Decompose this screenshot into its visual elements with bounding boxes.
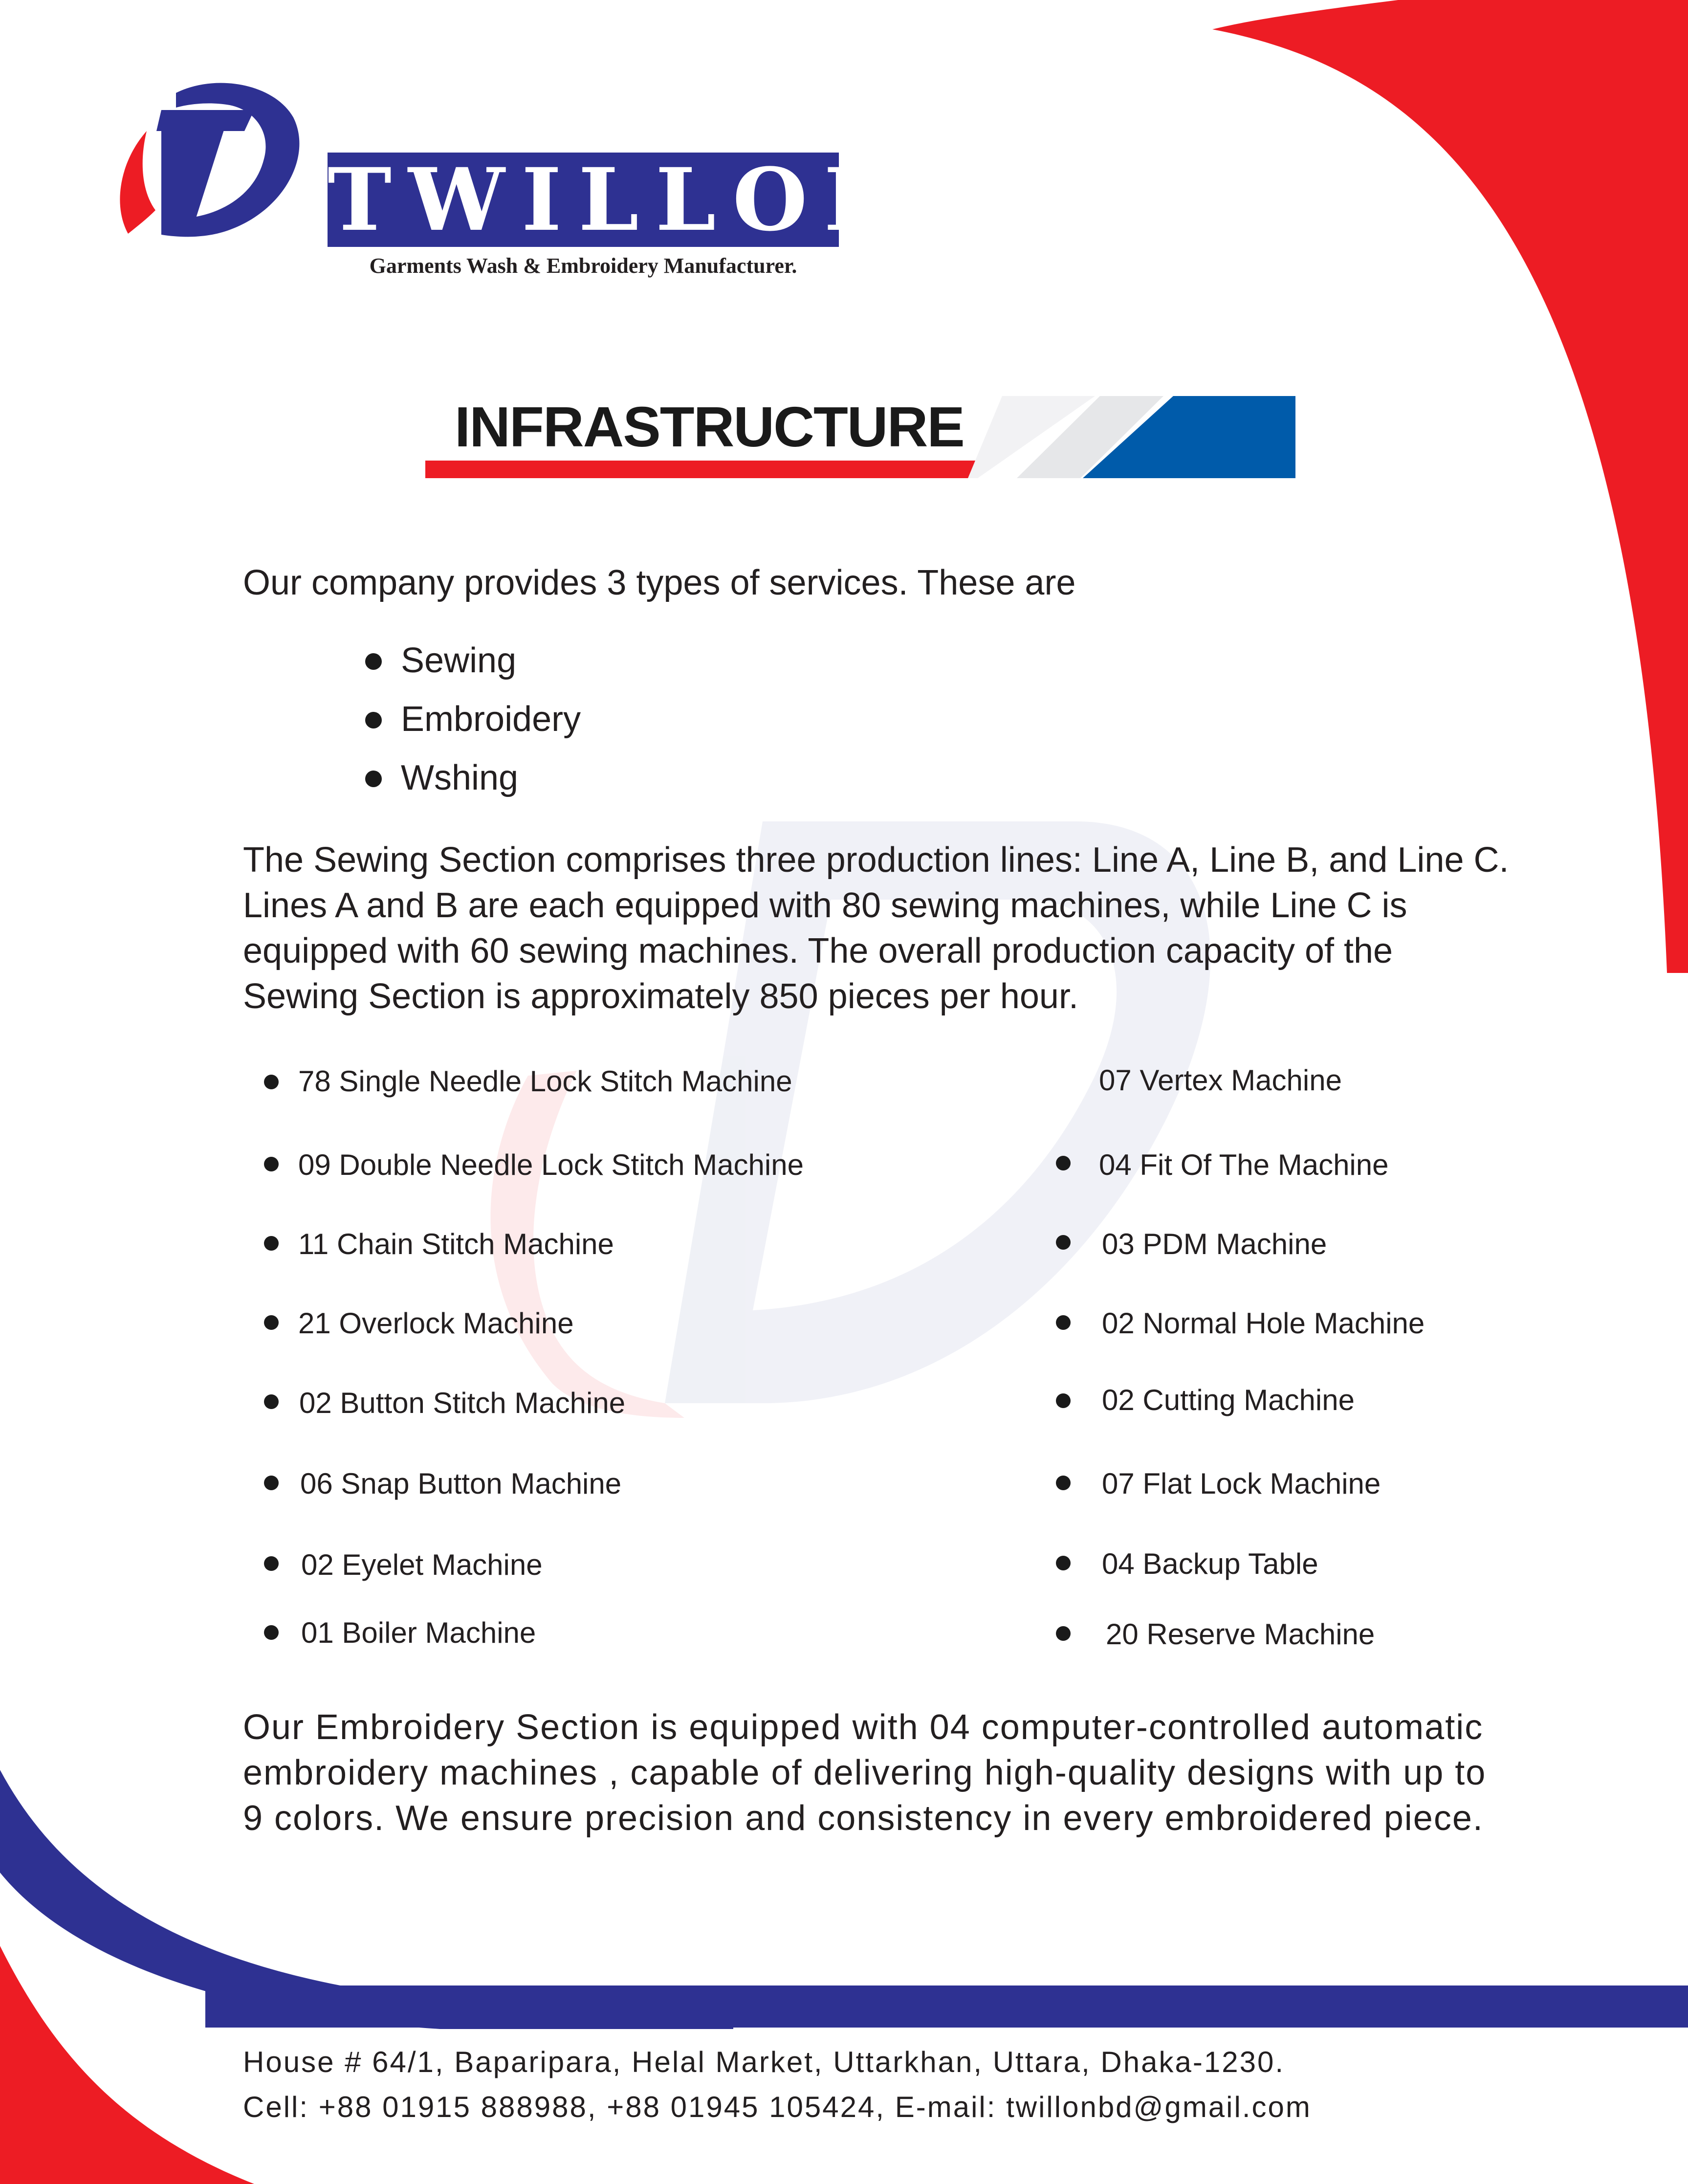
bullet-icon: [264, 1476, 279, 1490]
logo-wordmark: TWILLON: [328, 149, 920, 250]
service-item: Sewing: [401, 641, 517, 680]
logo-tagline: Garments Wash & Embroidery Manufacturer.: [369, 254, 797, 278]
footer-address: House # 64/1, Baparipara, Helal Market, Uttarkhan, Uttara, Dhaka-1230.: [243, 2046, 1285, 2078]
footer-bar: [205, 1985, 1688, 2028]
bullet-icon: [365, 771, 382, 787]
machine-item: 02 Button Stitch Machine: [299, 1387, 626, 1419]
bullet-icon: [365, 712, 382, 728]
top-right-swoosh: [1212, 0, 1688, 973]
bullet-icon: [264, 1236, 279, 1251]
embroidery-section-paragraph: Our Embroidery Section is equipped with 04 computer-controlled automatic embroidery machines , capable of delivering high-quality designs with up to 9 colors. We ensure precision and consistency in every embroidered piece.: [243, 1708, 1487, 1838]
bullet-icon: [264, 1075, 279, 1089]
machine-item: 01 Boiler Machine: [301, 1616, 536, 1649]
bullet-icon: [1056, 1315, 1071, 1330]
bullet-icon: [1056, 1235, 1071, 1250]
bullet-icon: [264, 1394, 279, 1409]
section-heading: INFRASTRUCTURE: [455, 395, 964, 459]
service-item: Embroidery: [401, 700, 581, 739]
bullet-icon: [264, 1315, 279, 1330]
intro-text: Our company provides 3 types of services. These are: [243, 563, 1076, 602]
bullet-icon: [1056, 1393, 1071, 1408]
machine-item: 04 Fit Of The Machine: [1099, 1148, 1389, 1181]
logo-d-icon: [120, 83, 299, 237]
sewing-section-paragraph: The Sewing Section comprises three production lines: Line A, Line B, and Line C. Lines A and B are each equipped with 80 sewing machines, while Line C is equipped with 60 sewing machines. The overall production capacity of the Sewing Section is approximately 850 pieces per hour.: [243, 840, 1509, 1016]
logo-wordmark-box: [328, 149, 920, 250]
machine-item: 09 Double Needle Lock Stitch Machine: [298, 1148, 804, 1181]
machine-item: 02 Cutting Machine: [1102, 1384, 1355, 1416]
machine-item: 07 Flat Lock Machine: [1102, 1467, 1381, 1500]
bullet-icon: [1056, 1626, 1071, 1641]
heading-red-bar: [425, 461, 986, 478]
machine-item: 78 Single Needle Lock Stitch Machine: [298, 1065, 792, 1098]
machine-item: 11 Chain Stitch Machine: [298, 1228, 614, 1260]
machine-item: 03 PDM Machine: [1102, 1228, 1327, 1260]
bullet-icon: [365, 653, 382, 670]
machine-item: 02 Eyelet Machine: [301, 1548, 543, 1581]
bullet-icon: [264, 1625, 279, 1640]
bullet-icon: [1056, 1156, 1071, 1170]
bullet-icon: [264, 1556, 279, 1571]
machine-item: 02 Normal Hole Machine: [1102, 1307, 1425, 1340]
machine-item: 06 Snap Button Machine: [300, 1467, 622, 1500]
footer-contact: Cell: +88 01915 888988, +88 01945 105424, E-mail: twillonbd@gmail.com: [243, 2091, 1312, 2123]
bullet-icon: [1056, 1476, 1071, 1490]
machine-item: 20 Reserve Machine: [1106, 1618, 1375, 1651]
service-item: Wshing: [401, 758, 519, 797]
machine-item: 04 Backup Table: [1102, 1547, 1318, 1580]
machine-item: 07 Vertex Machine: [1099, 1064, 1342, 1097]
bullet-icon: [264, 1157, 279, 1171]
machine-item: 21 Overlock Machine: [298, 1307, 574, 1340]
bullet-icon: [1056, 1556, 1071, 1570]
